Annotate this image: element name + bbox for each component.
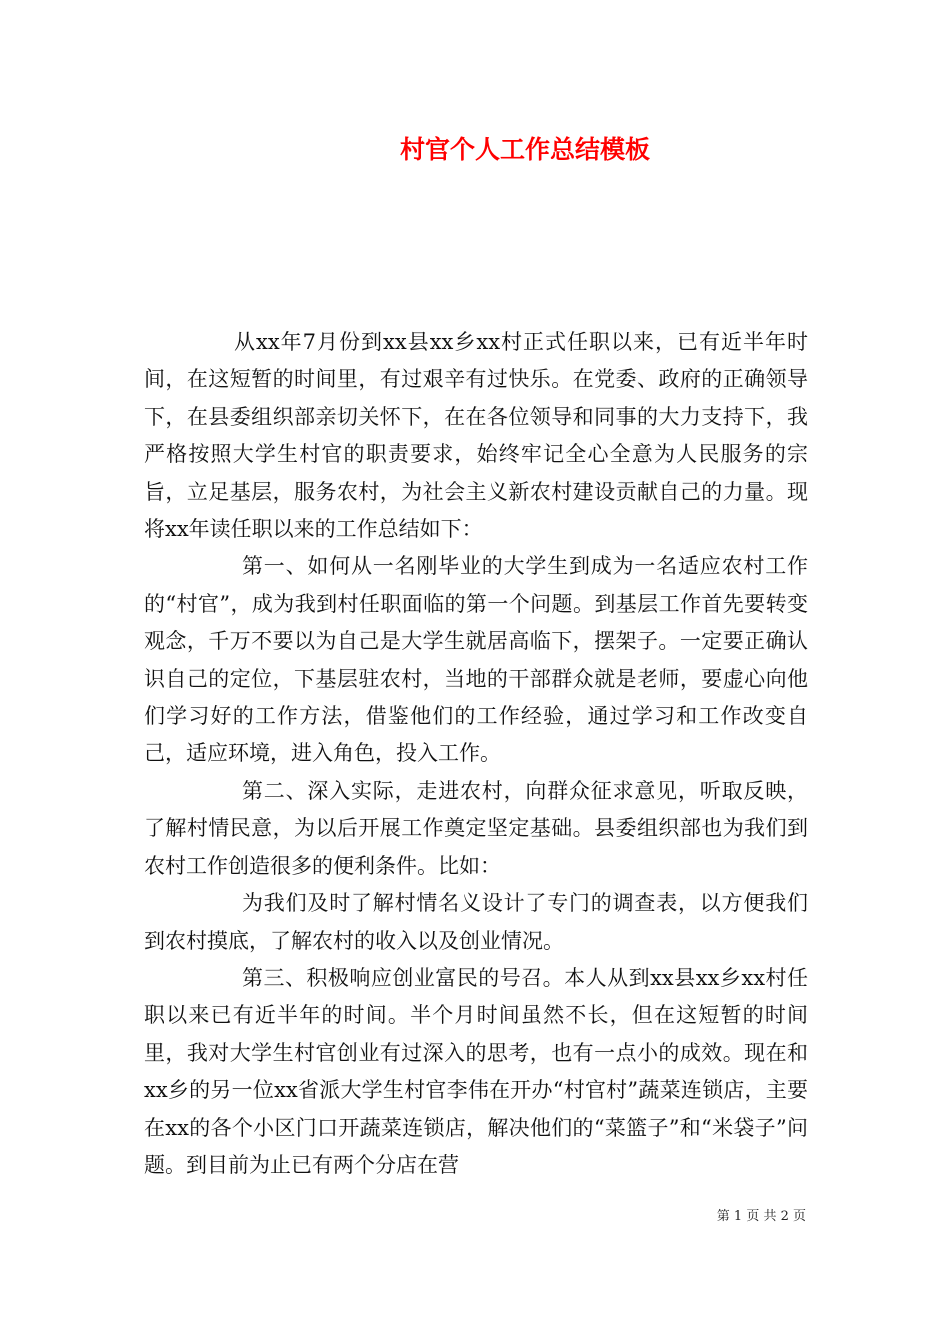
paragraph-first: 第一、如何从一名刚毕业的大学生到成为一名适应农村工作的“村官”，成为我到村任职面临的第一个问题。到基层工作首先要转变观念，千万不要以为自己是大学生就居高临下，摆架子。一定要正确认识自己的定位，下基层驻农村，当地的干部群众就是老师，要虚心向他们学习好的工作方法，借鉴他们的工作经验，通过学习和工作改变自己，适应环境，进入角色，投入工作。: [144, 554, 808, 766]
paragraph-intro: 从xx年7月份到xx县xx乡xx村正式任职以来，已有近半年时间，在这短暂的时间里，有过艰辛有过快乐。在党委、政府的正确领导下，在县委组织部亲切关怀下，在在各位领导和同事的大力支持下，我严格按照大学生村官的职责要求，始终牢记全心全意为人民服务的宗旨，立足基层，服务农村，为社会主义新农村建设贡献自己的力量。现将xx年读任职以来的工作总结如下：: [144, 330, 808, 542]
paragraph-survey: 为我们及时了解村情名义设计了专门的调查表，以方便我们到农村摸底，了解农村的收入以及创业情况。: [144, 891, 808, 953]
document-title: 村官个人工作总结模板: [399, 135, 650, 164]
paragraph-second: 第二、深入实际，走进农村，向群众征求意见，听取反映，了解村情民意，为以后开展工作奠定坚定基础。县委组织部也为我们到农村工作创造很多的便利条件。比如：: [144, 778, 808, 878]
page-number: 第 1 页 共 2 页: [716, 1209, 806, 1224]
paragraph-third: 第三、积极响应创业富民的号召。本人从到xx县xx乡xx村任职以来已有近半年的时间。半个月时间虽然不长，但在这短暂的时间里，我对大学生村官创业有过深入的思考，也有一点小的成效。现在和xx乡的另一位xx省派大学生村官李伟在开办“村官村”蔬菜连锁店，主要在xx的各个小区门口开蔬菜连锁店，解决他们的“菜篮子”和“米袋子”问题。到目前为止已有两个分店在营: [144, 965, 808, 1177]
document-body: [144, 324, 808, 1184]
